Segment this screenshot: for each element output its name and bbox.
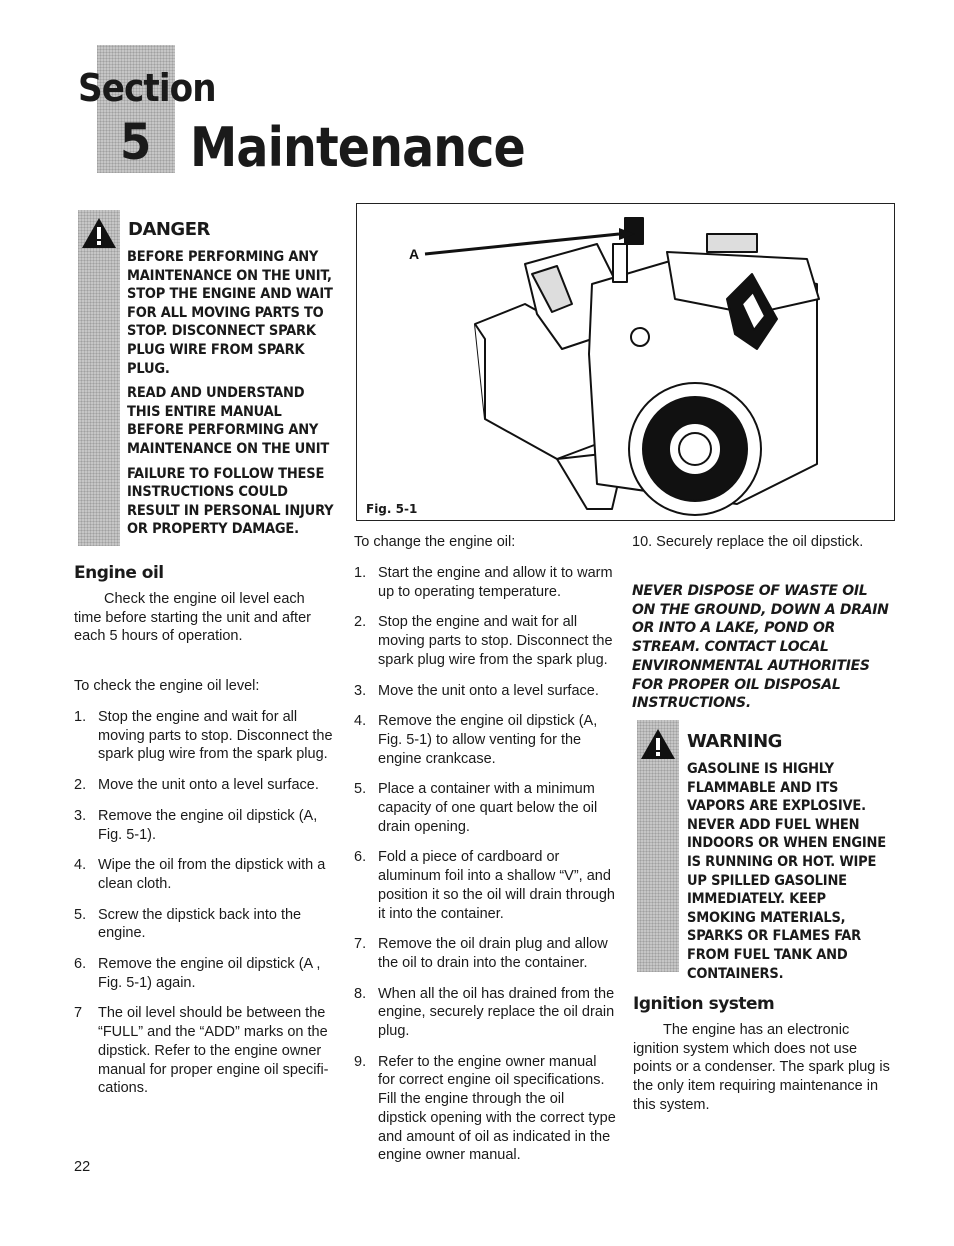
- step-text: Wipe the oil from the dipstick with a clean cloth.: [98, 857, 326, 892]
- section-number: 5: [120, 113, 152, 171]
- danger-sidebar: [78, 210, 120, 546]
- step-number: 9.: [354, 1053, 367, 1070]
- page-number: 22: [74, 1159, 91, 1175]
- step-number: 2.: [354, 614, 367, 631]
- danger-paragraph: BEFORE PERFORMING ANY MAINTENANCE ON THE UNIT, STOP THE ENGINE AND WAIT FOR ALL MOVING PARTS TO STOP. DISCONNECT SPARK PLUG WIRE FROM SPARK PLUG.: [127, 249, 333, 377]
- step-text: Move the unit onto a level surface.: [98, 777, 319, 794]
- step-text: The oil level should be between the “FULL” and the “ADD” marks on the dipstick. Refer to the engine owner manual for proper engine oil specifi-cations.: [98, 1005, 329, 1097]
- check-oil-steps: [74, 708, 336, 1098]
- ignition-heading: Ignition system: [633, 994, 775, 1014]
- danger-paragraph: READ AND UNDERSTAND THIS ENTIRE MANUAL BEFORE PERFORMING ANY MAINTENANCE ON THE UNIT: [127, 385, 330, 457]
- ignition-paragraph: The engine has an electronic ignition system which does not use points or a condenser. The spark plug is the only item requiring maintenance in this system.: [633, 1022, 890, 1113]
- warning-triangle-icon: [639, 727, 677, 761]
- step-number: 5.: [74, 906, 87, 923]
- danger-text: [127, 248, 337, 539]
- oil-disposal-note: NEVER DISPOSE OF WASTE OIL ON THE GROUND, DOWN A DRAIN OR INTO A LAKE, POND OR STREAM. CONTACT LOCAL ENVIRONMENTAL AUTHORITIES FOR PROPER OIL DISPOSAL INSTRUCTIONS.: [632, 583, 889, 712]
- engine-oil-intro-text: Check the engine oil level each time before starting the unit and after each 5 hours of operation.: [74, 591, 311, 645]
- warning-text: [687, 760, 892, 983]
- figure-engine: [356, 203, 895, 521]
- step-text: When all the oil has drained from the engine, securely replace the oil drain plug.: [378, 985, 615, 1040]
- list-item: [354, 682, 616, 701]
- step-text: Stop the engine and wait for all moving parts to stop. Disconnect the spark plug wire from the spark plug.: [98, 709, 333, 763]
- step-text: Refer to the engine owner manual for correct engine oil specifications. Fill the engine through the oil dipstick opening with the correct type and amount of oil as indicated in the engine owner manual.: [378, 1053, 616, 1164]
- step-number: 1.: [74, 709, 87, 725]
- ignition-text: [633, 1021, 895, 1115]
- check-oil-lead: To check the engine oil level:: [74, 678, 260, 694]
- step-number: 6.: [74, 956, 87, 973]
- list-item: [74, 856, 336, 893]
- warning-label: WARNING: [687, 731, 782, 752]
- figure-label-a: A: [409, 246, 420, 262]
- engine-illustration: [357, 204, 894, 520]
- change-oil-steps: [354, 564, 616, 1165]
- step-number: 5.: [354, 781, 367, 798]
- figure-caption: Fig. 5-1: [366, 502, 418, 516]
- step-text: Screw the dipstick back into the engine.: [98, 906, 302, 942]
- step-text: Start the engine and allow it to warm up to operating temperature.: [378, 565, 613, 600]
- list-item: [354, 564, 616, 601]
- step-number: 7.: [354, 936, 367, 953]
- step-number: 4.: [354, 713, 367, 730]
- engine-oil-heading: Engine oil: [74, 563, 164, 583]
- step-number: 2.: [74, 777, 87, 794]
- step-text: Remove the engine oil dipstick (A, Fig. 5-1).: [98, 807, 318, 843]
- list-item: [354, 985, 616, 1041]
- list-item: [74, 1004, 336, 1098]
- warning-paragraph: GASOLINE IS HIGHLY FLAMMABLE AND ITS VAPORS ARE EXPLOSIVE. NEVER ADD FUEL WHEN INDOORS OR WHEN ENGINE IS RUNNING OR HOT. WIPE UP SPILLED GASOLINE IMMEDIATELY. KEEP SMOKING MATERIALS, SPARKS OR FLAMES FAR FROM FUEL TANK AND CONTAINERS.: [687, 761, 886, 982]
- step-text: Fold a piece of cardboard or aluminum foil into a shallow “V”, and position it so the oil will drain through it into the container.: [378, 849, 615, 922]
- list-item: [74, 906, 336, 943]
- step-number: 7: [74, 1005, 83, 1022]
- danger-label: DANGER: [128, 219, 210, 240]
- section-label: Section: [78, 66, 216, 110]
- change-oil-step-10: 10. Securely replace the oil dipstick.: [632, 534, 864, 550]
- step-text: Stop the engine and wait for all moving parts to stop. Disconnect the spark plug wire from the spark plug.: [378, 614, 613, 668]
- step-text: Remove the oil drain plug and allow the oil to drain into the container.: [378, 936, 608, 971]
- step-text: Move the unit onto a level surface.: [378, 682, 599, 699]
- warning-triangle-icon: [80, 216, 118, 250]
- list-item: [354, 613, 616, 669]
- list-item: [354, 848, 616, 923]
- list-item: [74, 776, 336, 795]
- step-text: Remove the engine oil dipstick (A, Fig. 5-1) to allow venting for the engine crankcase.: [378, 713, 598, 767]
- list-item: [74, 955, 336, 992]
- step-number: 4.: [74, 857, 87, 874]
- step-number: 3.: [74, 807, 87, 824]
- danger-paragraph: FAILURE TO FOLLOW THESE INSTRUCTIONS COULD RESULT IN PERSONAL INJURY OR PROPERTY DAMAGE.: [127, 465, 334, 538]
- step-text: Remove the engine oil dipstick (A , Fig. 5-1) again.: [98, 956, 321, 991]
- step-number: 1.: [354, 565, 367, 581]
- engine-oil-intro: [74, 590, 336, 646]
- step-number: 3.: [354, 682, 367, 699]
- step-number: 6.: [354, 849, 367, 866]
- step-number: 8.: [354, 985, 367, 1002]
- list-item: [354, 1053, 616, 1165]
- step-text: Place a container with a minimum capacity of one quart below the oil drain opening.: [378, 781, 598, 835]
- list-item: [354, 780, 616, 836]
- page-title: Maintenance: [190, 116, 525, 179]
- list-item: [74, 807, 336, 844]
- list-item: [354, 712, 616, 768]
- list-item: [74, 708, 336, 764]
- list-item: [354, 935, 616, 972]
- change-oil-lead: To change the engine oil:: [354, 534, 516, 550]
